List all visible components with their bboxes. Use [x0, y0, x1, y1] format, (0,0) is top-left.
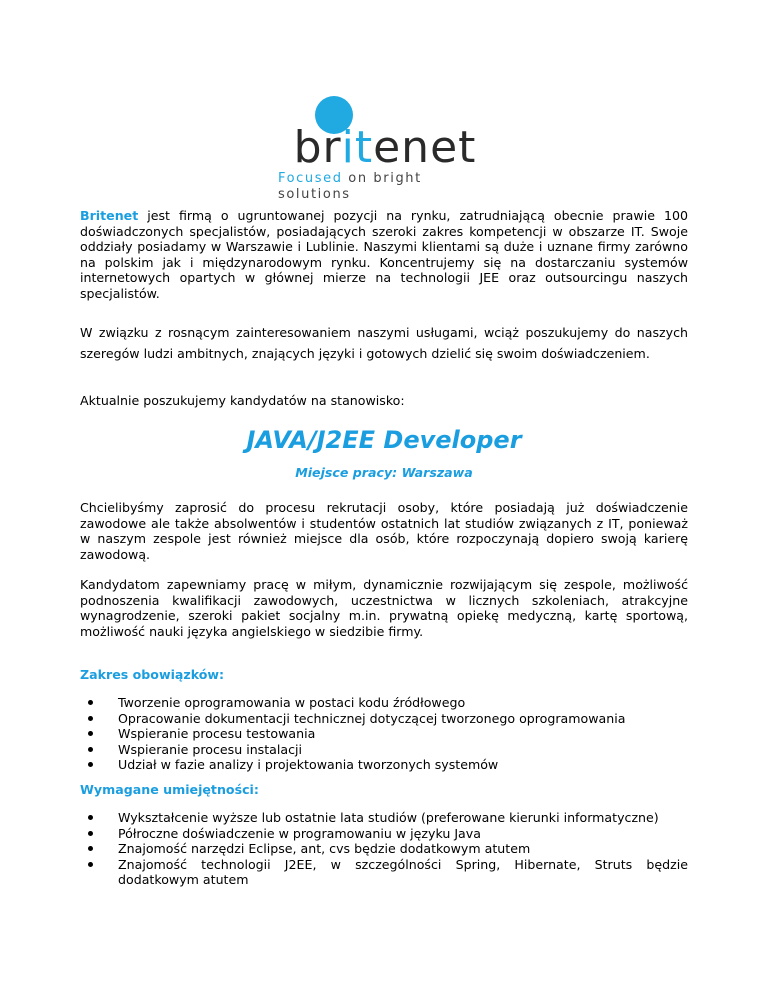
growth-paragraph: W związku z rosnącym zainteresowaniem naszymi usługami, wciąż poszukujemy do naszych szeregów ludzi ambitnych, znających języki i gotowych dzielić się swoim doświadczeniem. [80, 325, 688, 361]
list-item: Półroczne doświadczenie w programowaniu w języku Java [80, 826, 688, 842]
list-item: Udział w fazie analizy i projektowania tworzonych systemów [80, 757, 688, 773]
logo-tagline: Focused on bright solutions [278, 171, 422, 202]
brand-name: Britenet [80, 208, 139, 223]
skills-list [80, 810, 688, 888]
bullet-icon [88, 815, 93, 820]
job-title: JAVA/J2EE Developer [246, 426, 522, 454]
bullet-icon [88, 747, 93, 752]
list-item: Znajomość technologii J2EE, w szczególności Spring, Hibernate, Struts będzie dodatkowym atutem [80, 857, 688, 888]
list-item: Wykształcenie wyższe lub ostatnie lata studiów (preferowane kierunki informatyczne) [80, 810, 688, 826]
position-intro: Aktualnie poszukujemy kandydatów na stanowisko: [80, 393, 405, 408]
benefits-paragraph: Kandydatom zapewniamy pracę w miłym, dynamicznie rozwijającym się zespole, możliwość podnoszenia kwalifikacji zawodowych, uczestnictwa w licznych szkoleniach, atrakcyjne wynagrodzenie, szeroki pakiet socjalny m.in. prywatną opiekę medyczną, kartę sportową, możliwość nauki języka angielskiego w siedzibie firmy. [80, 577, 688, 639]
intro-paragraph: Britenet jest firmą o ugruntowanej pozycji na rynku, zatrudniającą obecnie prawie 100 doświadczonych specjalistów, posiadających szeroki zakres kompetencji w obszarze IT. Swoje oddziały posiadamy w Warszawie i Lublinie. Naszymi klientami są duże i uznane firmy zarówno na polskim jak i międzynarodowym rynku. Koncentrujemy się na dostarczaniu systemów internetowych opartych w głównej mierze na technologii JEE oraz outsourcingu naszych specjalistów. [80, 208, 688, 301]
list-item: Wspieranie procesu testowania [80, 726, 688, 742]
bullet-icon [88, 700, 93, 705]
bullet-icon [88, 716, 93, 721]
bullet-icon [88, 831, 93, 836]
recruitment-paragraph: Chcielibyśmy zaprosić do procesu rekrutacji osoby, które posiadają już doświadczenie zawodowe ale także absolwentów i studentów ostatnich lat studiów związanych z IT, ponieważ w naszym zespole jest również miejsce dla osób, które rozpoczynają dopiero swoją karierę zawodową. [80, 500, 688, 562]
logo-wordmark: britenet [293, 122, 477, 173]
bullet-icon [88, 846, 93, 851]
bullet-icon [88, 862, 93, 867]
job-location: Miejsce pracy: Warszawa [295, 465, 473, 480]
britenet-logo [270, 96, 500, 202]
list-item: Opracowanie dokumentacji technicznej dotyczącej tworzonego oprogramowania [80, 711, 688, 727]
skills-heading: Wymagane umiejętności: [80, 782, 259, 797]
bullet-icon [88, 731, 93, 736]
list-item: Znajomość narzędzi Eclipse, ant, cvs będzie dodatkowym atutem [80, 841, 688, 857]
bullet-icon [88, 762, 93, 767]
duties-heading: Zakres obowiązków: [80, 667, 225, 682]
list-item: Tworzenie oprogramowania w postaci kodu źródłowego [80, 695, 688, 711]
duties-list [80, 695, 688, 773]
list-item: Wspieranie procesu instalacji [80, 742, 688, 758]
